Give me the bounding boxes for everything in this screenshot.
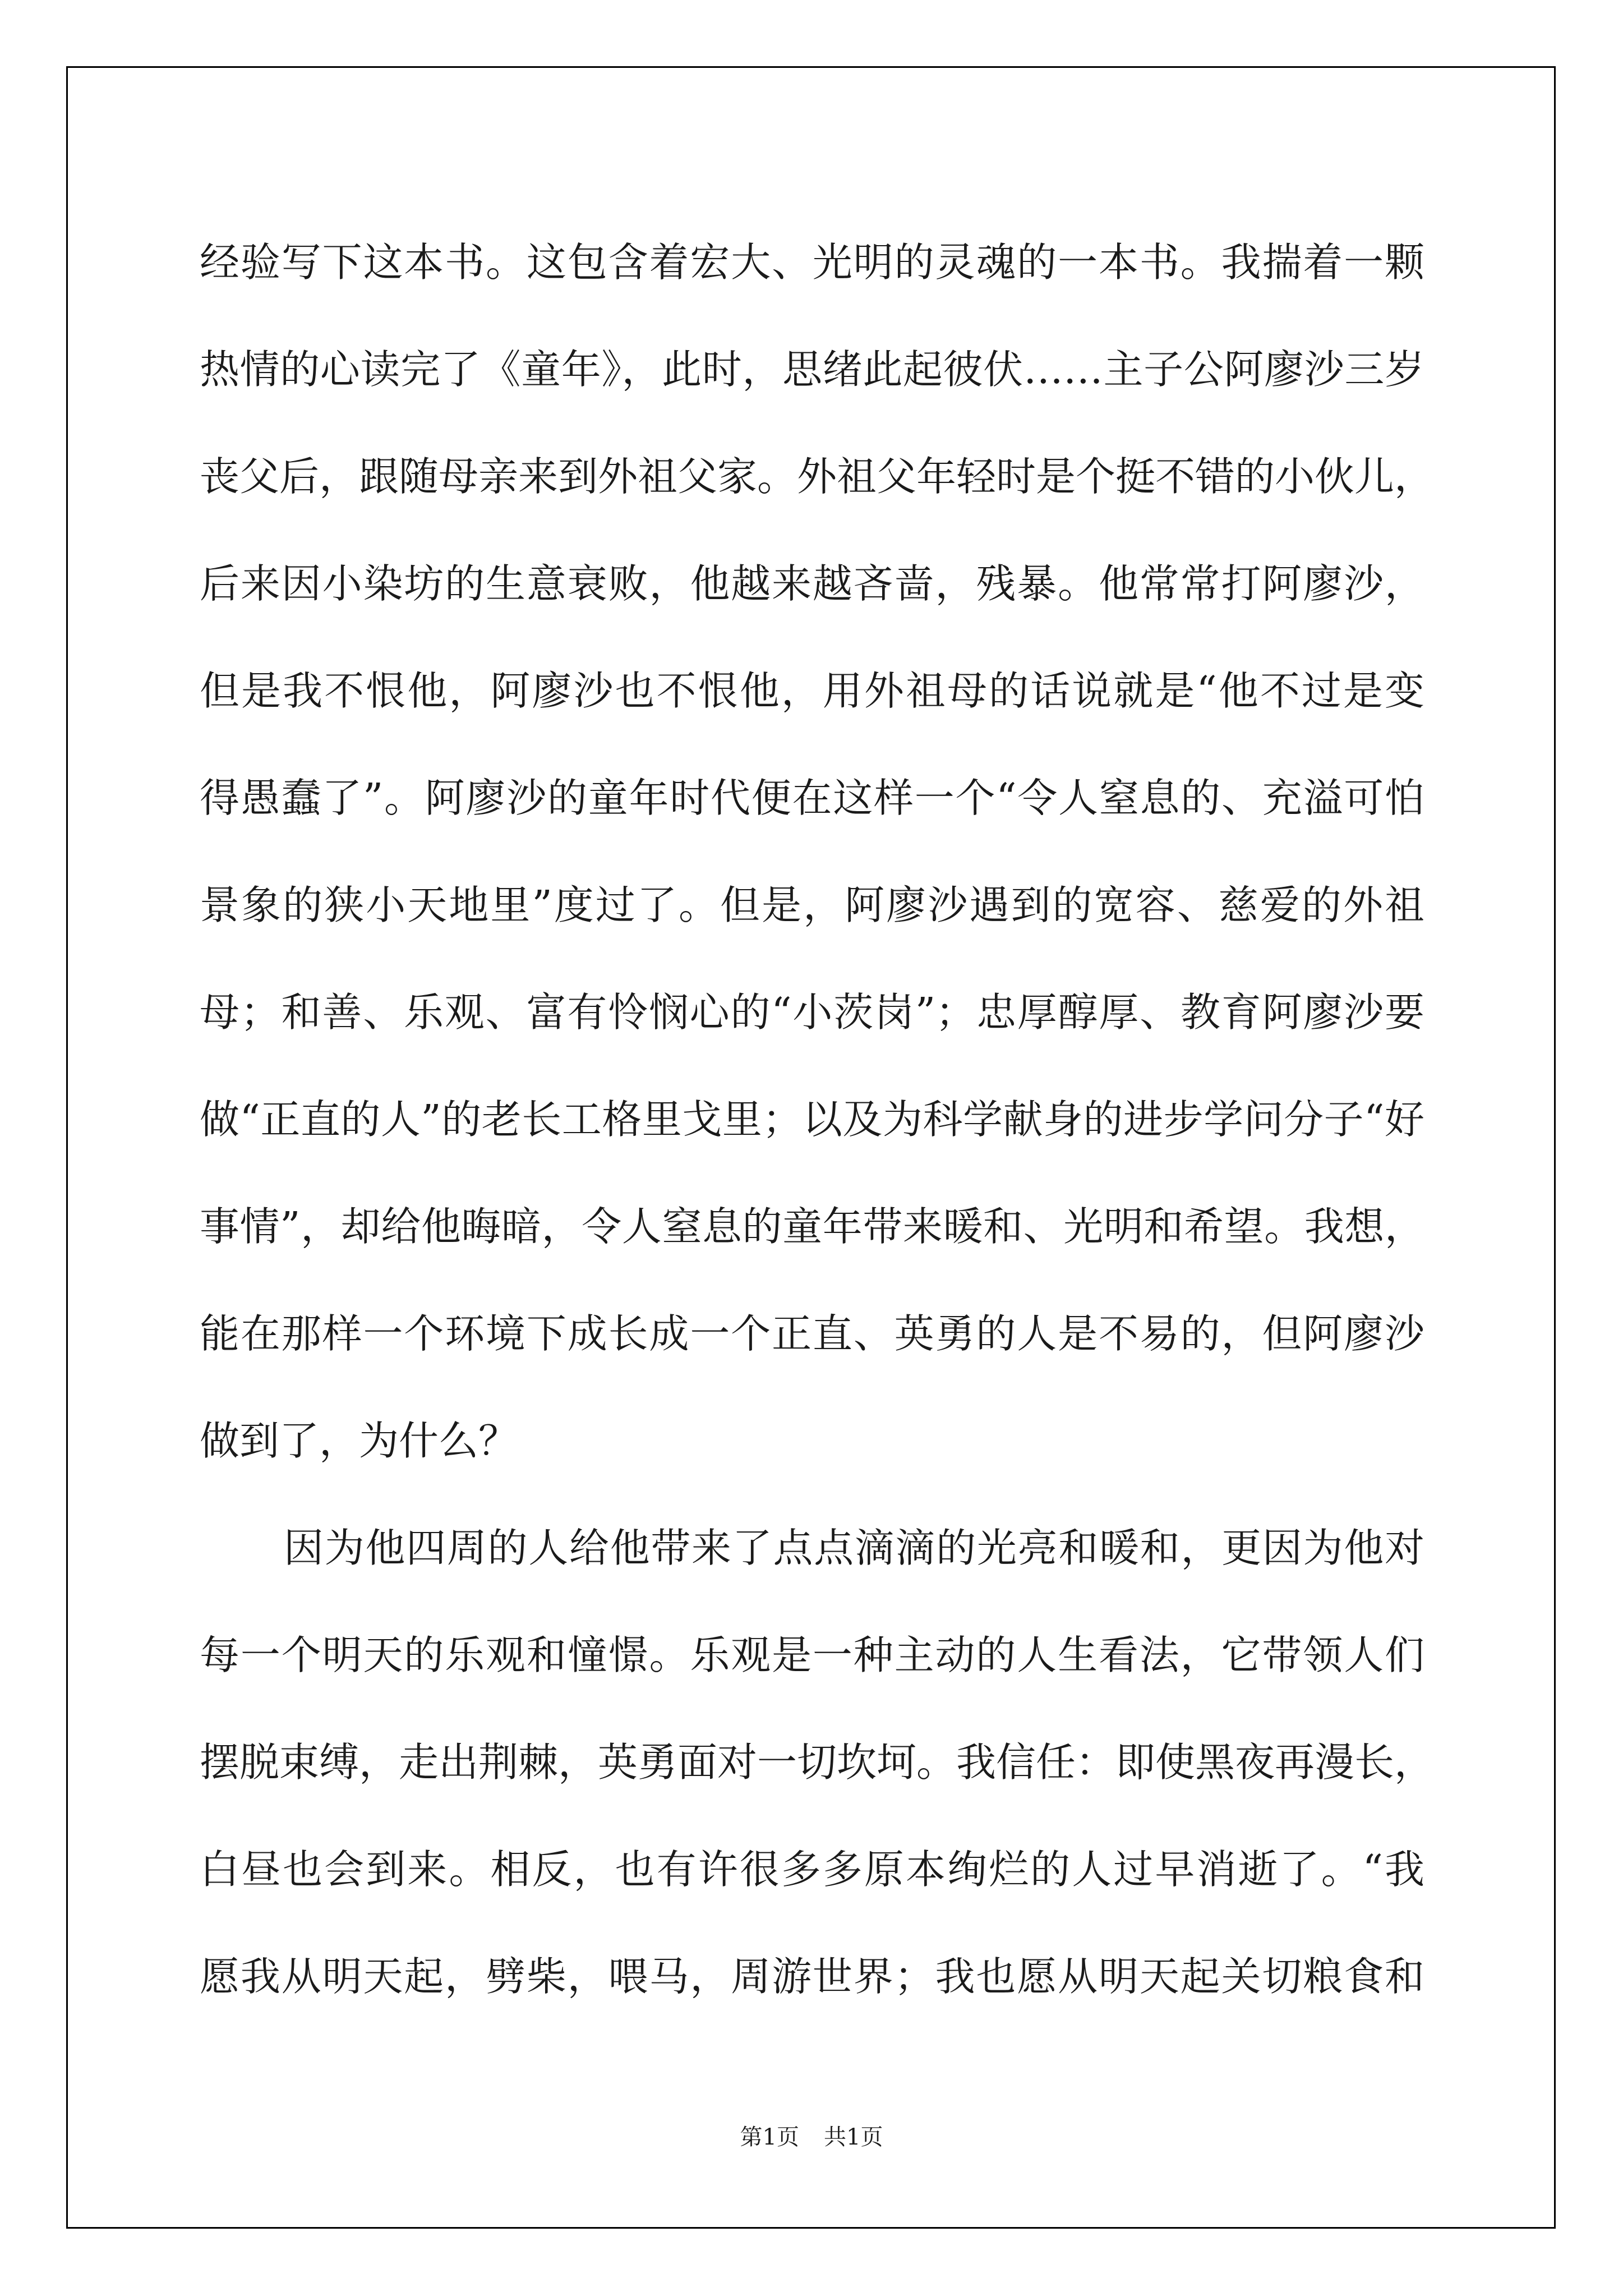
- text-line: 白昼也会到来。相反，也有许很多多原本绚烂的人过早消逝了。“我: [200, 1846, 1424, 1893]
- text-line: 每一个明天的乐观和憧憬。乐观是一种主动的人生看法，它带领人们: [200, 1632, 1424, 1678]
- text-line: 经验写下这本书。这包含着宏大、光明的灵魂的一本书。我揣着一颗: [200, 239, 1424, 286]
- page-total: 共1页: [824, 2124, 883, 2150]
- page-number: 第1页: [740, 2124, 799, 2150]
- text-line: 后来因小染坊的生意衰败，他越来越吝啬，残暴。他常常打阿廖沙，: [200, 560, 1424, 607]
- text-line: 景象的狭小天地里”度过了。但是，阿廖沙遇到的宽容、慈爱的外祖: [200, 882, 1424, 928]
- paragraph-2: [200, 1494, 1435, 2030]
- text-line: 母；和善、乐观、富有怜悯心的“小茨岗”；忠厚醇厚、教育阿廖沙要: [200, 989, 1424, 1036]
- document-body: [200, 209, 1435, 2030]
- text-line: 得愚蠢了”。阿廖沙的童年时代便在这样一个“令人窒息的、充溢可怕: [200, 775, 1424, 821]
- text-line: 但是我不恨他，阿廖沙也不恨他，用外祖母的话说就是“他不过是变: [200, 668, 1424, 714]
- text-line: 因为他四周的人给他带来了点点滴滴的光亮和暖和，更因为他对: [284, 1525, 1424, 1571]
- text-line: 事情”，却给他晦暗，令人窒息的童年带来暖和、光明和希望。我想，: [200, 1203, 1424, 1250]
- text-line: 摆脱束缚，走出荆棘，英勇面对一切坎坷。我信任：即使黑夜再漫长，: [200, 1739, 1435, 1786]
- text-line: 热情的心读完了《童年》，此时，思绪此起彼伏……主子公阿廖沙三岁: [200, 346, 1424, 393]
- text-line: 做到了，为什么？: [200, 1418, 519, 1464]
- paragraph-1: [200, 209, 1435, 1494]
- text-line: 愿我从明天起，劈柴，喂马，周游世界；我也愿从明天起关切粮食和: [200, 1953, 1424, 2000]
- text-line: 做“正直的人”的老长工格里戈里；以及为科学献身的进步学问分子“好: [200, 1096, 1424, 1143]
- page-footer: [0, 2120, 1623, 2154]
- text-line: 丧父后，跟随母亲来到外祖父家。外祖父年轻时是个挺不错的小伙儿，: [200, 453, 1435, 500]
- text-line: 能在那样一个环境下成长成一个正直、英勇的人是不易的，但阿廖沙: [200, 1310, 1424, 1357]
